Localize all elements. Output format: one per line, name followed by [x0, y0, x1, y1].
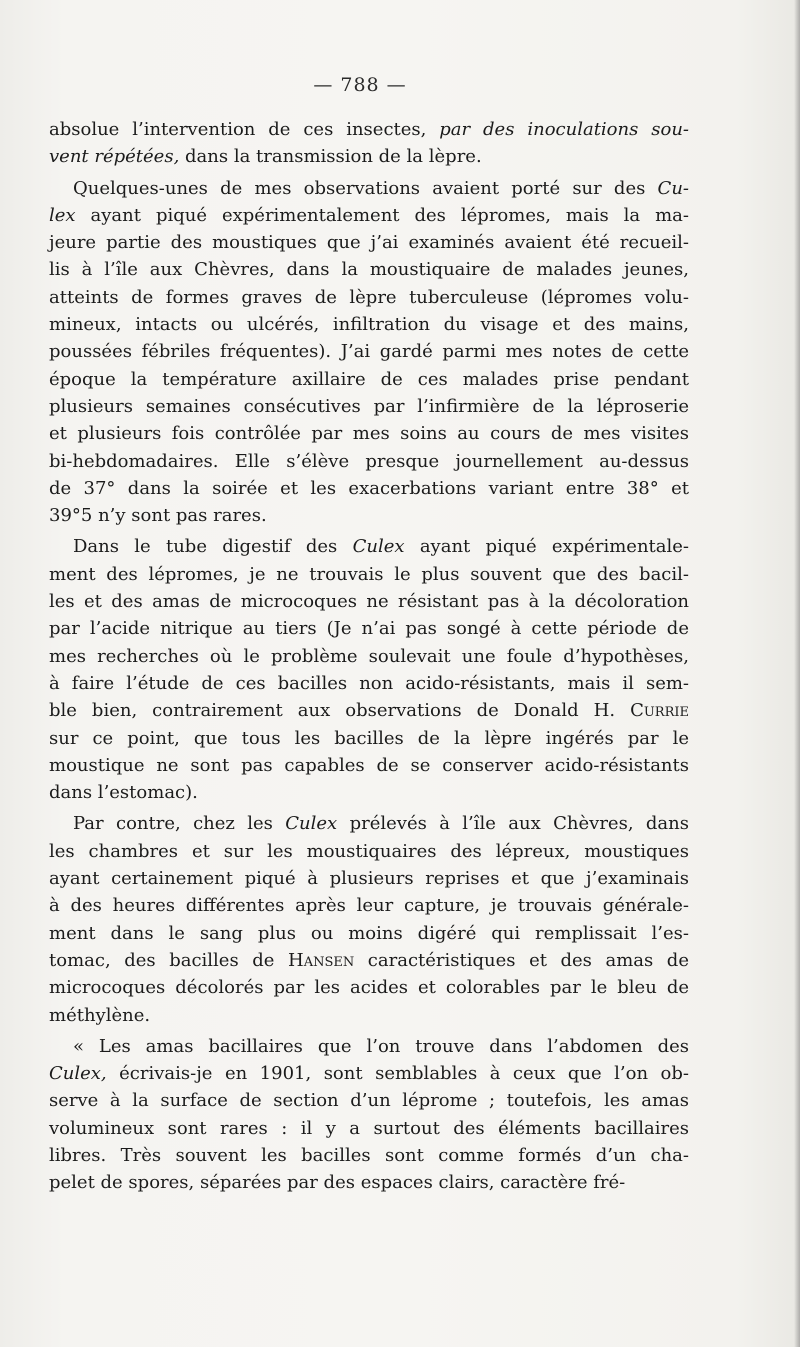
- text-line: [49, 502, 689, 529]
- text-line: [49, 892, 689, 919]
- italic-text: Culex,: [49, 1063, 107, 1085]
- italic-text: lex: [49, 204, 76, 226]
- text-run: atteints de formes graves de lèpre tuberculeuse (lépromes volu-: [49, 286, 689, 308]
- paragraph: [49, 116, 689, 171]
- text-run: prélevés à l’île aux Chèvres, dans: [337, 813, 689, 835]
- text-run: mes recherches où le problème soulevait une foule d’hypothèses,: [49, 645, 689, 667]
- paragraph: [49, 810, 689, 1028]
- text-run: jeure partie des moustiques que j’ai examinés avaient été recueil-: [49, 232, 689, 254]
- text-run: bi-hebdomadaires. Elle s’élève presque journellement au-dessus: [49, 450, 689, 472]
- text-run: de 37° dans la soirée et les exacerbations variant entre 38° et: [49, 477, 689, 499]
- text-run: à faire l’étude de ces bacilles non acido-résistants, mais il sem-: [49, 672, 689, 694]
- text-line: [49, 533, 689, 560]
- text-line: [49, 175, 689, 202]
- italic-text: vent répétées,: [49, 146, 180, 168]
- text-line: [49, 615, 689, 642]
- page-edge-shadow: [794, 0, 800, 1347]
- text-line: [49, 779, 689, 806]
- italic-text: Cu-: [657, 177, 689, 199]
- text-run: ayant piqué expérimentalement des lépromes, mais la ma-: [75, 204, 689, 226]
- text-run: caractéristiques et des amas de: [354, 949, 689, 971]
- paragraph: [49, 175, 689, 530]
- text-line: [49, 838, 689, 865]
- text-line: [49, 143, 689, 170]
- text-run: plusieurs semaines consécutives par l’infirmière de la léproserie: [49, 395, 689, 417]
- text-run: et plusieurs fois contrôlée par mes soins au cours de mes visites: [49, 423, 689, 445]
- text-line: [49, 1002, 689, 1029]
- italic-text: Culex: [352, 536, 405, 558]
- text-line: [49, 338, 689, 365]
- text-line: [49, 448, 689, 475]
- text-run: Par contre, chez les: [73, 813, 286, 835]
- text-line: [49, 643, 689, 670]
- text-line: [49, 116, 689, 143]
- text-run: par l’acide nitrique au tiers (Je n’ai pas songé à cette période de: [49, 618, 689, 640]
- text-line: [49, 1033, 689, 1060]
- text-run: époque la température axillaire de ces malades prise pendant: [49, 368, 689, 390]
- text-line: [49, 475, 689, 502]
- text-line: [49, 1087, 689, 1114]
- text-run: écrivais-je en 1901, sont semblables à ceux que l’on ob-: [106, 1063, 689, 1085]
- small-caps-name: Currie: [630, 700, 689, 722]
- text-run: méthylène.: [49, 1004, 151, 1026]
- text-line: [49, 670, 689, 697]
- text-line: [49, 229, 689, 256]
- italic-text: Culex: [285, 813, 338, 835]
- text-run: pelet de spores, séparées par des espaces clairs, caractère fré-: [49, 1172, 626, 1194]
- text-run: Dans le tube digestif des: [73, 536, 353, 558]
- text-run: absolue l’intervention de ces insectes,: [49, 119, 440, 140]
- text-line: [49, 284, 689, 311]
- text-line: [49, 810, 689, 837]
- text-run: serve à la surface de section d’un léprome ; toutefois, les amas: [49, 1090, 689, 1112]
- text-line: [49, 697, 689, 724]
- text-line: [49, 256, 689, 283]
- paragraph: [49, 533, 689, 806]
- text-line: [49, 366, 689, 393]
- page-number: — 788 —: [313, 74, 407, 96]
- text-run: dans l’estomac).: [49, 782, 198, 804]
- text-run: tomac, des bacilles de: [49, 949, 288, 971]
- text-line: [49, 725, 689, 752]
- text-line: [49, 947, 689, 974]
- text-line: [49, 974, 689, 1001]
- text-line: [49, 920, 689, 947]
- text-line: [49, 1169, 689, 1196]
- text-line: [49, 561, 689, 588]
- text-run: Quelques-unes de mes observations avaient porté sur des: [73, 177, 658, 199]
- text-run: ble bien, contrairement aux observations de Donald H.: [49, 700, 631, 722]
- text-run: moustique ne sont pas capables de se conserver acido-résistants: [49, 754, 689, 776]
- text-run: lis à l’île aux Chèvres, dans la moustiquaire de malades jeunes,: [49, 259, 689, 281]
- text-run: ayant piqué expérimentale-: [404, 536, 689, 558]
- text-run: dans la transmission de la lèpre.: [179, 146, 482, 168]
- text-line: [49, 588, 689, 615]
- italic-text: par des inoculations sou-: [439, 119, 689, 140]
- text-run: ayant certainement piqué à plusieurs reprises et que j’examinais: [49, 868, 689, 890]
- text-line: [49, 1060, 689, 1087]
- text-run: sur ce point, que tous les bacilles de la lèpre ingérés par le: [49, 727, 689, 749]
- paragraph: [49, 1033, 689, 1197]
- body-text: [49, 116, 689, 1197]
- text-line: [49, 311, 689, 338]
- text-run: « Les amas bacillaires que l’on trouve dans l’abdomen des: [73, 1035, 689, 1057]
- text-run: mineux, intacts ou ulcérés, infiltration du visage et des mains,: [49, 314, 689, 336]
- text-line: [49, 1115, 689, 1142]
- small-caps-name: Hansen: [288, 949, 355, 971]
- text-run: les et des amas de microcoques ne résistant pas à la décoloration: [49, 591, 689, 613]
- text-run: les chambres et sur les moustiquaires des lépreux, moustiques: [49, 840, 689, 862]
- text-run: à des heures différentes après leur capture, je trouvais générale-: [49, 895, 689, 917]
- text-line: [49, 1142, 689, 1169]
- text-line: [49, 202, 689, 229]
- text-line: [49, 865, 689, 892]
- text-run: microcoques décolorés par les acides et colorables par le bleu de: [49, 977, 689, 999]
- text-line: [49, 752, 689, 779]
- text-line: [49, 420, 689, 447]
- text-run: poussées fébriles fréquentes). J’ai gardé parmi mes notes de cette: [49, 341, 689, 363]
- text-run: 39°5 n’y sont pas rares.: [49, 505, 267, 527]
- text-line: [49, 393, 689, 420]
- text-run: volumineux sont rares : il y a surtout des éléments bacillaires: [49, 1117, 689, 1139]
- text-run: ment des lépromes, je ne trouvais le plus souvent que des bacil-: [49, 563, 689, 585]
- text-run: libres. Très souvent les bacilles sont comme formés d’un cha-: [49, 1144, 689, 1166]
- text-run: ment dans le sang plus ou moins digéré qui remplissait l’es-: [49, 922, 689, 944]
